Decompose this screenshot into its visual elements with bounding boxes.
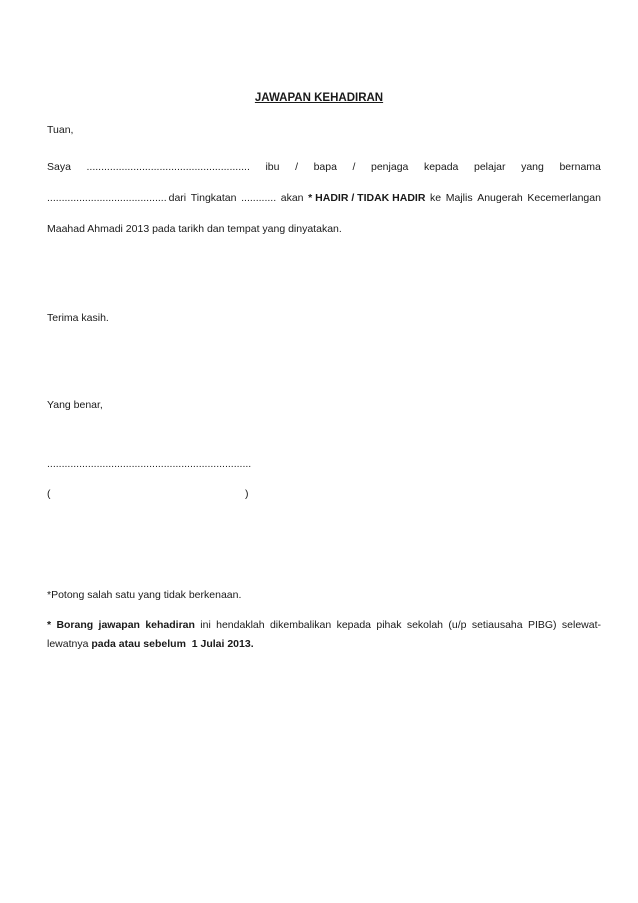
- word: /: [352, 161, 356, 173]
- thanks-text: Terima kasih.: [47, 312, 109, 324]
- word: kepada: [336, 619, 372, 631]
- closing-text: Yang benar,: [47, 399, 103, 411]
- name-blank-field: ........................................................: [86, 161, 250, 173]
- word: Saya: [47, 161, 71, 173]
- word: kepada: [423, 161, 459, 173]
- word: penjaga: [371, 161, 409, 173]
- salutation: Tuan,: [47, 124, 74, 136]
- paragraph-line-2: [47, 191, 601, 205]
- deadline-text: pada atau sebelum 1 Julai 2013.: [91, 638, 254, 650]
- signature-line: ......................................................................: [47, 458, 252, 470]
- name-bracket-open: (: [47, 488, 51, 500]
- word: akan: [280, 192, 304, 204]
- word: pihak: [376, 619, 402, 631]
- word: kehadiran: [145, 619, 195, 631]
- note-return-line-1: [47, 618, 601, 632]
- word: dikembalikan: [269, 619, 332, 631]
- word: yang: [521, 161, 544, 173]
- word: pelajar: [473, 161, 506, 173]
- note-return-line-2: [47, 637, 254, 651]
- paragraph-line-1: [47, 160, 601, 174]
- word: bernama: [559, 161, 601, 173]
- note-strike-out: *Potong salah satu yang tidak berkenaan.: [47, 589, 242, 601]
- word: sekolah: [406, 619, 444, 631]
- word: Anugerah: [477, 192, 523, 204]
- word: setiausaha: [471, 619, 523, 631]
- word: Kecemerlangan: [527, 192, 601, 204]
- word: selewat-: [561, 619, 601, 631]
- student-blank-field: .........................................: [47, 192, 167, 204]
- word: Majlis: [445, 192, 473, 204]
- word: *: [47, 619, 52, 631]
- name-bracket-close: ): [245, 488, 249, 500]
- word: PIBG): [527, 619, 557, 631]
- student-name-group: [47, 191, 186, 205]
- word: /: [295, 161, 298, 173]
- word: ini: [200, 619, 211, 631]
- word: Tingkatan: [190, 192, 237, 204]
- word: dari: [168, 192, 187, 204]
- word: lewatnya: [47, 638, 89, 650]
- word: ibu: [265, 161, 280, 173]
- form-blank-field: ............: [241, 192, 277, 204]
- paragraph-line-3: Maahad Ahmadi 2013 pada tarikh dan tempat yang dinyatakan.: [47, 223, 342, 235]
- word: (u/p: [448, 619, 467, 631]
- word: bapa: [313, 161, 337, 173]
- word: hendaklah: [216, 619, 265, 631]
- document-title: JAWAPAN KEHADIRAN: [254, 92, 384, 104]
- attendance-choice: * HADIR / TIDAK HADIR: [308, 192, 426, 204]
- word: jawapan: [98, 619, 140, 631]
- word: ke: [430, 192, 442, 204]
- word: Borang: [56, 619, 94, 631]
